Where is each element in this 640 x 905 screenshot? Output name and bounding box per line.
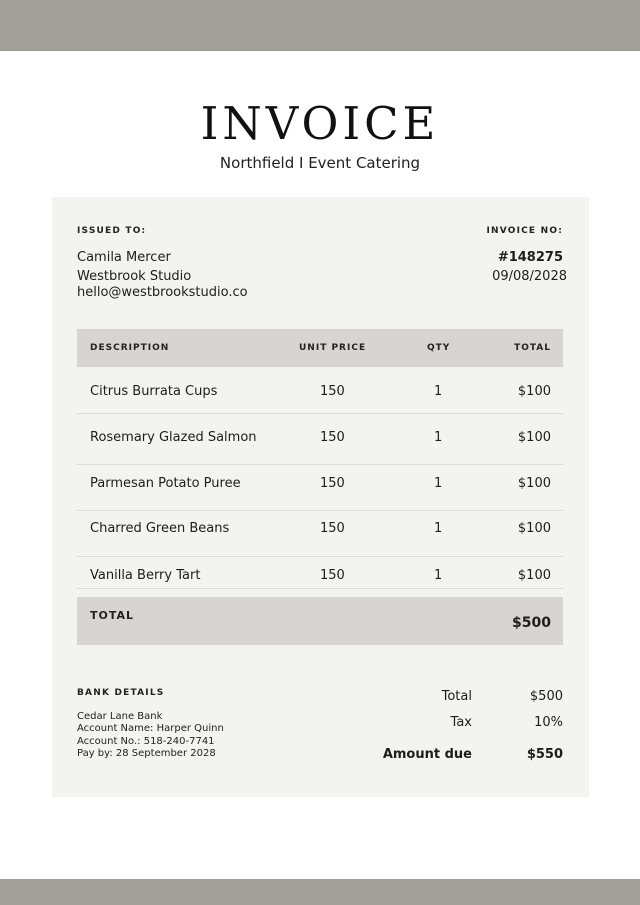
item-description: Charred Green Beans bbox=[90, 521, 230, 536]
item-total: $100 bbox=[517, 521, 551, 536]
account-number: Account No.: 518-240-7741 bbox=[77, 736, 215, 747]
table-row bbox=[77, 418, 563, 465]
item-description: Citrus Burrata Cups bbox=[90, 384, 218, 399]
table-row bbox=[77, 556, 563, 589]
item-description: Parmesan Potato Puree bbox=[90, 476, 241, 491]
bank-details-label: BANK DETAILS bbox=[77, 688, 165, 698]
item-total: $100 bbox=[517, 430, 551, 445]
table-header bbox=[77, 329, 563, 367]
invoice-no-label: INVOICE NO: bbox=[486, 226, 563, 236]
account-name: Account Name: Harper Quinn bbox=[77, 723, 224, 734]
amount-due-label: Amount due bbox=[382, 747, 472, 762]
table-total-row bbox=[77, 597, 563, 645]
invoice-number: #148275 bbox=[497, 250, 563, 265]
invoice-title: INVOICE bbox=[200, 97, 440, 150]
item-qty: 1 bbox=[434, 476, 443, 491]
item-qty: 1 bbox=[434, 384, 443, 399]
top-band bbox=[0, 0, 640, 51]
bank-name: Cedar Lane Bank bbox=[77, 711, 163, 722]
client-company: Westbrook Studio bbox=[77, 269, 192, 284]
amount-due-value: $550 bbox=[526, 747, 563, 762]
summary-total-label: Total bbox=[441, 689, 472, 704]
col-total: TOTAL bbox=[514, 343, 551, 353]
invoice-date: 09/08/2028 bbox=[492, 269, 567, 284]
item-unit-price: 150 bbox=[320, 521, 345, 536]
company-subtitle: Northfield I Event Catering bbox=[219, 154, 421, 172]
item-qty: 1 bbox=[434, 568, 443, 583]
table-row bbox=[77, 464, 563, 511]
item-unit-price: 150 bbox=[320, 430, 345, 445]
summary-tax-label: Tax bbox=[450, 715, 472, 730]
item-qty: 1 bbox=[434, 521, 443, 536]
item-description: Rosemary Glazed Salmon bbox=[90, 430, 257, 445]
summary-tax-value: 10% bbox=[534, 715, 563, 730]
item-unit-price: 150 bbox=[320, 568, 345, 583]
table-row bbox=[77, 367, 563, 414]
item-qty: 1 bbox=[434, 430, 443, 445]
table-row bbox=[77, 510, 563, 557]
pay-by-date: Pay by: 28 September 2028 bbox=[77, 748, 216, 759]
col-qty: QTY bbox=[427, 343, 451, 353]
invoice-card bbox=[52, 197, 589, 797]
bottom-band bbox=[0, 879, 640, 905]
item-total: $100 bbox=[517, 384, 551, 399]
item-total: $100 bbox=[517, 476, 551, 491]
client-email: hello@westbrookstudio.co bbox=[77, 285, 248, 300]
col-unit-price: UNIT PRICE bbox=[299, 343, 367, 353]
item-unit-price: 150 bbox=[320, 476, 345, 491]
summary-total-value: $500 bbox=[529, 689, 563, 704]
item-description: Vanilla Berry Tart bbox=[90, 568, 201, 583]
table-total-label: TOTAL bbox=[90, 609, 135, 622]
col-description: DESCRIPTION bbox=[90, 343, 170, 353]
client-name: Camila Mercer bbox=[77, 250, 171, 265]
item-unit-price: 150 bbox=[320, 384, 345, 399]
item-total: $100 bbox=[517, 568, 551, 583]
issued-to-label: ISSUED TO: bbox=[77, 226, 147, 236]
table-total-value: $500 bbox=[512, 615, 551, 631]
